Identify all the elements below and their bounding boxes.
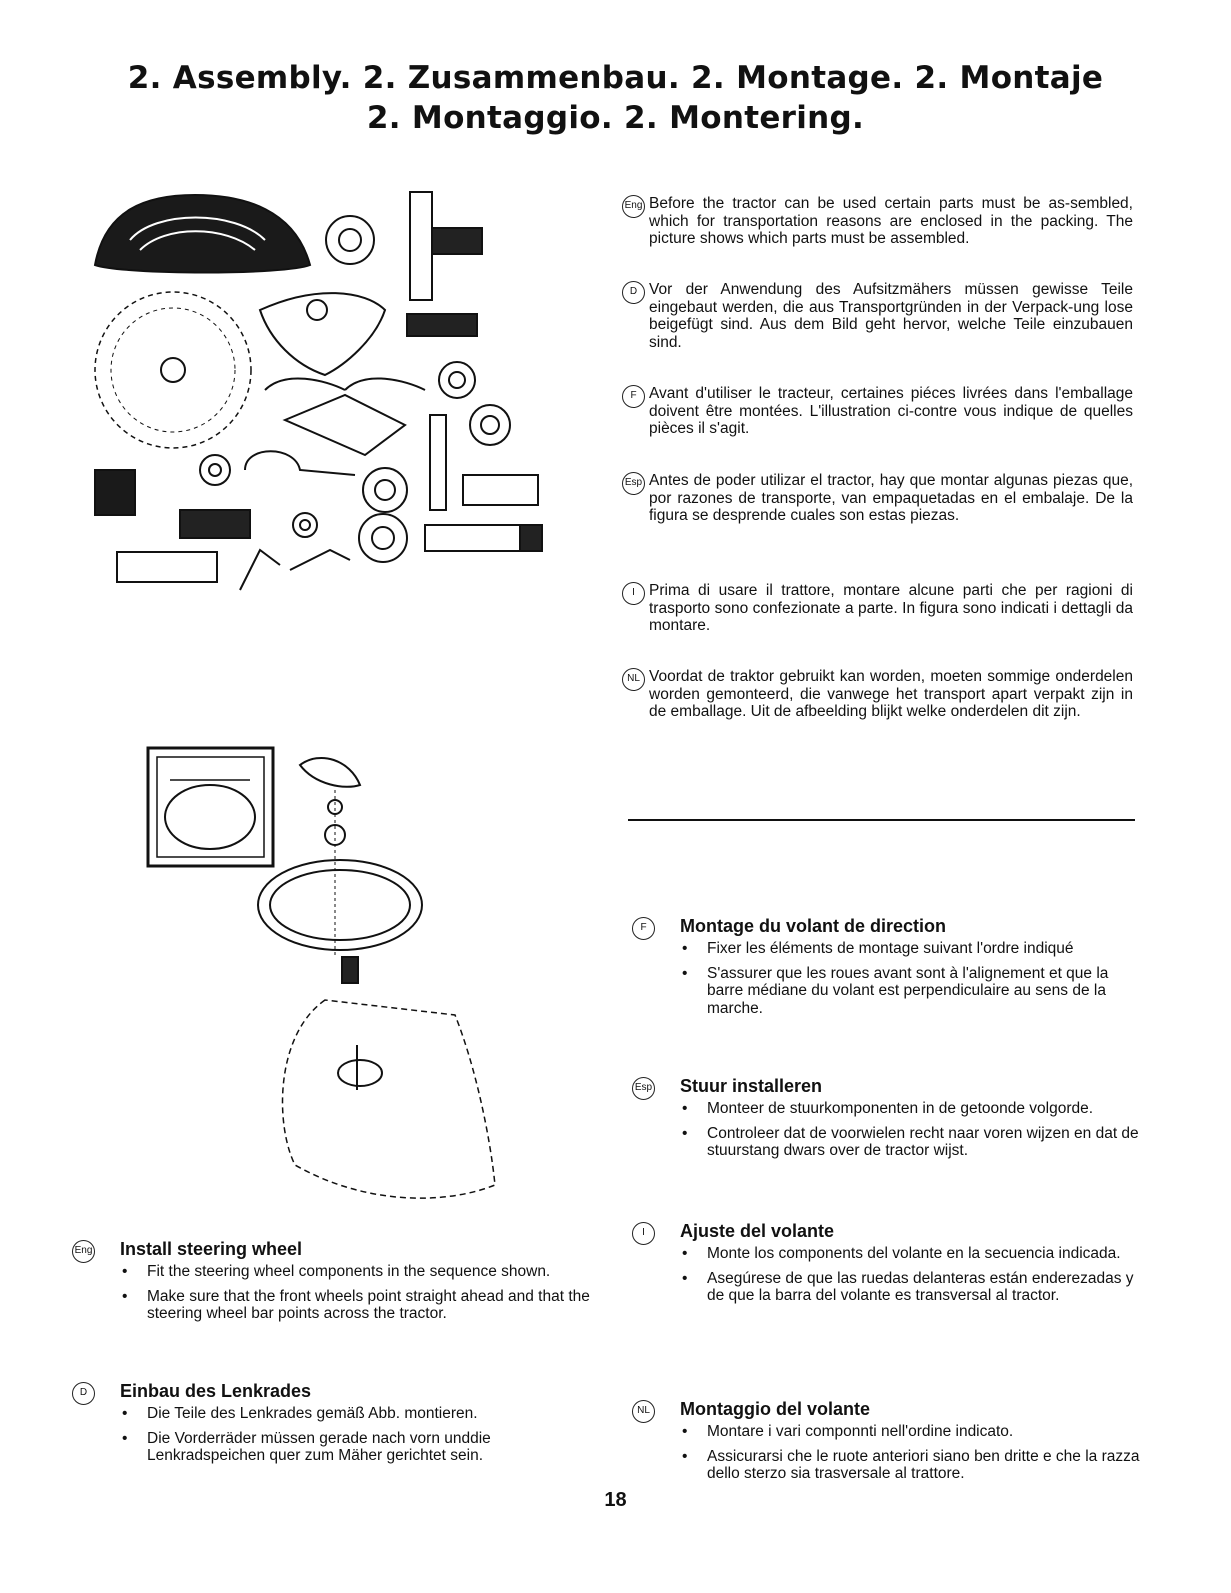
intro-paragraph-de bbox=[622, 281, 1133, 351]
bullet-item: • Fit the steering wheel components in the sequence shown. bbox=[122, 1263, 592, 1281]
language-badge-icon: NL bbox=[632, 1400, 655, 1423]
section-montaggio-del-volante bbox=[632, 1398, 1142, 1490]
section-heading: Install steering wheel bbox=[120, 1239, 303, 1259]
language-badge-icon: Eng bbox=[622, 195, 645, 218]
language-badge-icon: F bbox=[632, 917, 655, 940]
language-badge-icon: D bbox=[622, 281, 645, 304]
bullet-item: • Assicurarsi che le ruote anteriori siano ben dritte e che la razza dello sterzo sia trasversale al trattore. bbox=[682, 1448, 1142, 1483]
language-badge-icon: I bbox=[632, 1222, 655, 1245]
section-einbau-des-lenkrades-de bbox=[72, 1380, 592, 1472]
page-title-line-1: 2. Assembly. 2. Zusammenbau. 2. Montage. 2. Montaje bbox=[127, 60, 1104, 96]
language-badge-icon: D bbox=[72, 1382, 95, 1405]
language-badge-icon: Esp bbox=[622, 472, 645, 495]
intro-text: Voordat de traktor gebruikt kan worden, moeten sommige onderdelen worden gemonteerd, die vanwege het transport apart verpakt zijn in de emballage. Uit de afbeelding blijkt welke onderdelen dit zijn. bbox=[649, 668, 1133, 720]
page-number: 18 bbox=[604, 1489, 627, 1511]
intro-paragraph-it bbox=[622, 582, 1133, 635]
section-heading: Montaggio del volante bbox=[680, 1399, 871, 1419]
bullet-item: • Monteer de stuurkomponenten in de getoonde volgorde. bbox=[682, 1100, 1142, 1118]
parts-illustration bbox=[85, 180, 565, 600]
bullet-item: • Fixer les éléments de montage suivant l'ordre indiqué bbox=[682, 940, 1142, 958]
section-heading: Einbau des Lenkrades bbox=[120, 1381, 312, 1401]
intro-paragraph-es bbox=[622, 472, 1133, 525]
divider-line bbox=[628, 819, 1135, 821]
intro-text: Antes de poder utilizar el tractor, hay que montar algunas piezas que, por razones de transporte, van empaquetadas en el embalaje. De la figura se desprende cuales son estas piezas. bbox=[649, 472, 1133, 524]
section-montage-du-volant-fr bbox=[632, 915, 1142, 1024]
bullet-item: • Make sure that the front wheels point straight ahead and that the steering wheel bar points across the tractor. bbox=[122, 1288, 592, 1323]
language-badge-icon: Eng bbox=[72, 1240, 95, 1263]
bullet-item: • Montare i vari componnti nell'ordine indicato. bbox=[682, 1423, 1142, 1441]
language-badge-icon: NL bbox=[622, 668, 645, 691]
bullet-item: • Controleer dat de voorwielen recht naar voren wijzen en dat de stuurstang dwars over de tractor wijst. bbox=[682, 1125, 1142, 1160]
page-title-line-2: 2. Montaggio. 2. Montering. bbox=[366, 100, 865, 136]
intro-paragraph-eng bbox=[622, 195, 1133, 248]
section-install-steering-wheel-eng bbox=[72, 1238, 592, 1330]
language-badge-icon: F bbox=[622, 385, 645, 408]
intro-text: Prima di usare il trattore, montare alcune parti che per ragioni di trasporto sono confezionate a parte. In figura sono indicati i dettagli da montare. bbox=[649, 582, 1133, 634]
section-heading: Ajuste del volante bbox=[680, 1221, 835, 1241]
section-heading: Montage du volant de direction bbox=[680, 916, 947, 936]
intro-text: Avant d'utiliser le tracteur, certaines piéces livrées dans l'emballage doivent être montées. L'illustration ci-contre vous indique de quelles pièces il s'agit. bbox=[649, 385, 1133, 437]
language-badge-icon: Esp bbox=[632, 1077, 655, 1100]
intro-paragraph-nl bbox=[622, 668, 1133, 721]
bullet-item: • S'assurer que les roues avant sont à l'alignement et que la barre médiane du volant est perpendiculaire au sens de la marche. bbox=[682, 965, 1142, 1018]
section-ajuste-del-volante bbox=[632, 1220, 1142, 1312]
bullet-item: • Asegúrese de que las ruedas delanteras están enderezadas y de que la barra del volante es transversal al tractor. bbox=[682, 1270, 1142, 1305]
language-badge-icon: I bbox=[622, 582, 645, 605]
bullet-item: • Die Teile des Lenkrades gemäß Abb. montieren. bbox=[122, 1405, 592, 1423]
intro-text: Before the tractor can be used certain parts must be as-sembled, which for transportation reasons are enclosed in the packing. The picture shows which parts must be assembled. bbox=[649, 195, 1133, 247]
steering-assembly-illustration bbox=[145, 745, 515, 1215]
intro-text: Vor der Anwendung des Aufsitzmähers müssen gewisse Teile eingebaut werden, die aus Transportgründen in der Verpack-ung lose beigefügt sind. Aus dem Bild geht hervor, welche Teile einzubauen sind. bbox=[649, 281, 1133, 351]
intro-paragraph-fr bbox=[622, 385, 1133, 438]
section-stuur-installeren bbox=[632, 1075, 1142, 1167]
bullet-item: • Monte los components del volante en la secuencia indicada. bbox=[682, 1245, 1142, 1263]
bullet-item: • Die Vorderräder müssen gerade nach vorn unddie Lenkradspeichen quer zum Mäher gerichtet sein. bbox=[122, 1430, 592, 1465]
section-heading: Stuur installeren bbox=[680, 1076, 823, 1096]
